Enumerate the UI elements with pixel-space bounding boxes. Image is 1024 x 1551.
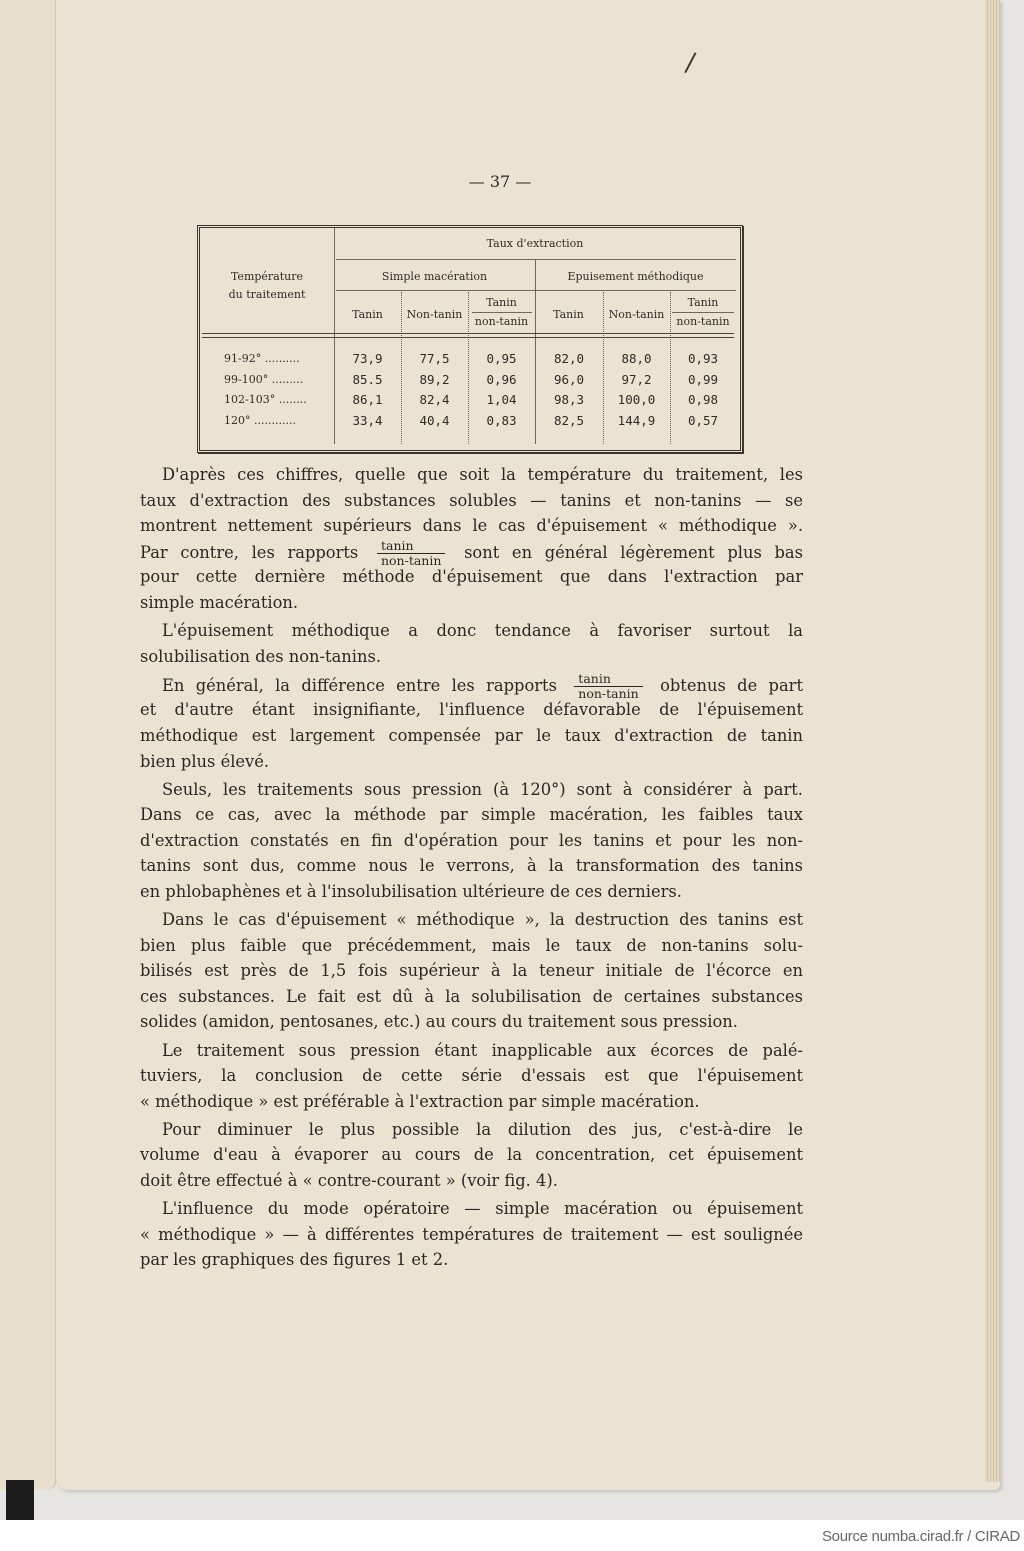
- table-cell: 86,1: [352, 392, 383, 407]
- text-line: bien plus élevé.: [140, 751, 270, 771]
- text-line: volume d'eau à évaporer au cours de la concentration, cet épuisement: [140, 1145, 803, 1165]
- subheader-tanin: Tanin: [352, 308, 383, 321]
- text-line: « méthodique » est préférable à l'extraction par simple macération.: [140, 1091, 700, 1111]
- text-line: bien plus faible que précédemment, mais le taux de non-tanins solu-: [140, 935, 803, 955]
- source-footer: Source numba.cirad.fr / CIRAD: [821, 1528, 1020, 1545]
- paragraph: [140, 1117, 803, 1194]
- paragraph: [140, 618, 803, 669]
- row-temperature: 102-103° ........: [224, 393, 307, 406]
- text-line: et d'autre étant insignifiante, l'influence défavorable de l'épuisement: [140, 700, 803, 720]
- table-cell: 88,0: [621, 351, 652, 366]
- text-line: ces substances. Le fait est dû à la solubilisation de certaines substances: [140, 986, 803, 1006]
- table-cell: 77,5: [419, 351, 450, 366]
- text-segment: obtenus de part: [660, 675, 803, 695]
- text-line: taux d'extraction des substances solubles — tanins et non-tanins — se: [140, 490, 803, 510]
- subheader-non-tanin: Non-tanin: [608, 308, 665, 321]
- text-line: solides (amidon, pentosanes, etc.) au cours du traitement sous pression.: [140, 1012, 738, 1032]
- subheader-tanin: Tanin: [553, 308, 584, 321]
- table-cell: 73,9: [352, 351, 383, 366]
- subheader-ratio-num: Tanin: [687, 296, 719, 309]
- binding-strip: [6, 1480, 34, 1520]
- text-segment: En général, la différence entre les rapports: [162, 675, 557, 695]
- paragraph: [140, 1196, 803, 1273]
- text-line: « méthodique » — à différentes températures de traitement — est soulignée: [140, 1224, 803, 1244]
- row-header-line-1: Température: [230, 270, 304, 283]
- fraction-numerator: tanin: [574, 672, 642, 687]
- text-line: solubilisation des non-tanins.: [140, 646, 381, 666]
- table-cell: 0,83: [486, 412, 517, 428]
- table-cell: 33,4: [352, 412, 383, 428]
- text-line: D'après ces chiffres, quelle que soit la température du traitement, les: [162, 465, 803, 484]
- fraction-denominator: non-tanin: [578, 685, 639, 701]
- text-line: Dans ce cas, avec la méthode par simple macération, les faibles taux: [140, 805, 803, 825]
- table-cell: 0,96: [486, 371, 517, 387]
- text-line: tanins sont dus, comme nous le verrons, à la transformation des tanins: [140, 856, 803, 876]
- text-segment: Par contre, les rapports: [140, 542, 359, 562]
- subheader-ratio-den: non-tanin: [474, 315, 529, 328]
- table-cell: 82,0: [553, 351, 585, 366]
- table-cell: 82,5: [553, 412, 585, 428]
- group-epuisement-methodique: Epuisement méthodique: [567, 270, 704, 283]
- text-line: méthodique est largement compensée par le taux d'extraction de tanin: [140, 725, 803, 745]
- text-line: d'extraction constatés en fin d'opération pour les tanins et pour les non-: [140, 830, 803, 850]
- text-segment: sont en général légèrement plus bas: [464, 542, 803, 562]
- table-cell: 144,9: [617, 412, 656, 428]
- text-line: par les graphiques des figures 1 et 2.: [140, 1250, 449, 1270]
- table-cell: 0,99: [687, 371, 719, 387]
- paragraph: [140, 777, 803, 905]
- previous-page-edge: [0, 0, 57, 1490]
- text-line: Dans le cas d'épuisement « méthodique », la destruction des tanins est: [162, 910, 803, 930]
- text-line: montrent nettement supérieurs dans le cas d'épuisement « méthodique ».: [140, 516, 803, 536]
- table-cell: 0,57: [687, 412, 719, 428]
- table-cell: 82,4: [419, 392, 450, 407]
- row-temperature: 120° ............: [224, 413, 296, 427]
- table-cell: 40,4: [419, 412, 450, 428]
- row-temperature: 91-92° ..........: [224, 352, 300, 365]
- table-cell: 85.5: [352, 371, 383, 387]
- text-line: Pour diminuer le plus possible la dilution des jus, c'est-à-dire le: [162, 1119, 803, 1139]
- paragraph: [140, 672, 803, 774]
- paragraph: [140, 907, 803, 1035]
- row-temperature: 99-100° .........: [224, 372, 304, 386]
- text-line: Seuls, les traitements sous pression (à 120°) sont à considérer à part.: [162, 779, 803, 799]
- paragraph: [140, 1038, 803, 1115]
- table-header: Taux d'extraction: [486, 237, 584, 250]
- page-number: — 37 —: [468, 172, 532, 191]
- text-line: bilisés est près de 1,5 fois supérieur à la teneur initiale de l'écorce en: [140, 961, 803, 981]
- text-line: L'épuisement méthodique a donc tendance à favoriser surtout la: [162, 621, 803, 641]
- paragraph: [140, 462, 803, 616]
- table-cell: 96,0: [553, 371, 585, 387]
- text-line: Le traitement sous pression étant inapplicable aux écorces de palé-: [162, 1040, 803, 1060]
- table-cell: 0,98: [687, 392, 719, 407]
- table-cell: 0,95: [486, 351, 517, 366]
- body-text: [140, 462, 803, 1275]
- pencil-mark: /: [683, 47, 698, 79]
- subheader-ratio-num: Tanin: [486, 296, 517, 309]
- fraction-denominator: non-tanin: [380, 552, 442, 568]
- subheader-ratio-den: non-tanin: [676, 315, 730, 328]
- extraction-table: [197, 225, 743, 453]
- group-simple-maceration: Simple macération: [381, 270, 488, 283]
- text-line: L'influence du mode opératoire — simple macération ou épuisement: [162, 1199, 803, 1219]
- table-cell: 97,2: [621, 371, 652, 387]
- row-header-line-2: du traitement: [228, 288, 306, 301]
- table-cell: 100,0: [617, 392, 656, 407]
- table-cell: 1,04: [486, 392, 517, 407]
- text-line: doit être effectué à « contre-courant » (voir fig. 4).: [140, 1171, 558, 1191]
- text-line: en phlobaphènes et à l'insolubilisation ultérieure de ces derniers.: [140, 882, 682, 901]
- subheader-non-tanin: Non-tanin: [406, 308, 463, 321]
- text-line: simple macération.: [140, 592, 299, 612]
- fraction-numerator: tanin: [377, 539, 445, 554]
- text-line: [140, 537, 803, 568]
- page-stack-edge: [985, 0, 1000, 1482]
- text-line: [140, 670, 803, 701]
- text-line: pour cette dernière méthode d'épuisement que dans l'extraction par: [140, 567, 803, 587]
- table-cell: 98,3: [553, 392, 585, 407]
- table-cell: 89,2: [419, 371, 450, 387]
- text-line: tuviers, la conclusion de cette série d'essais est que l'épuisement: [140, 1066, 803, 1086]
- table-cell: 0,93: [687, 351, 719, 366]
